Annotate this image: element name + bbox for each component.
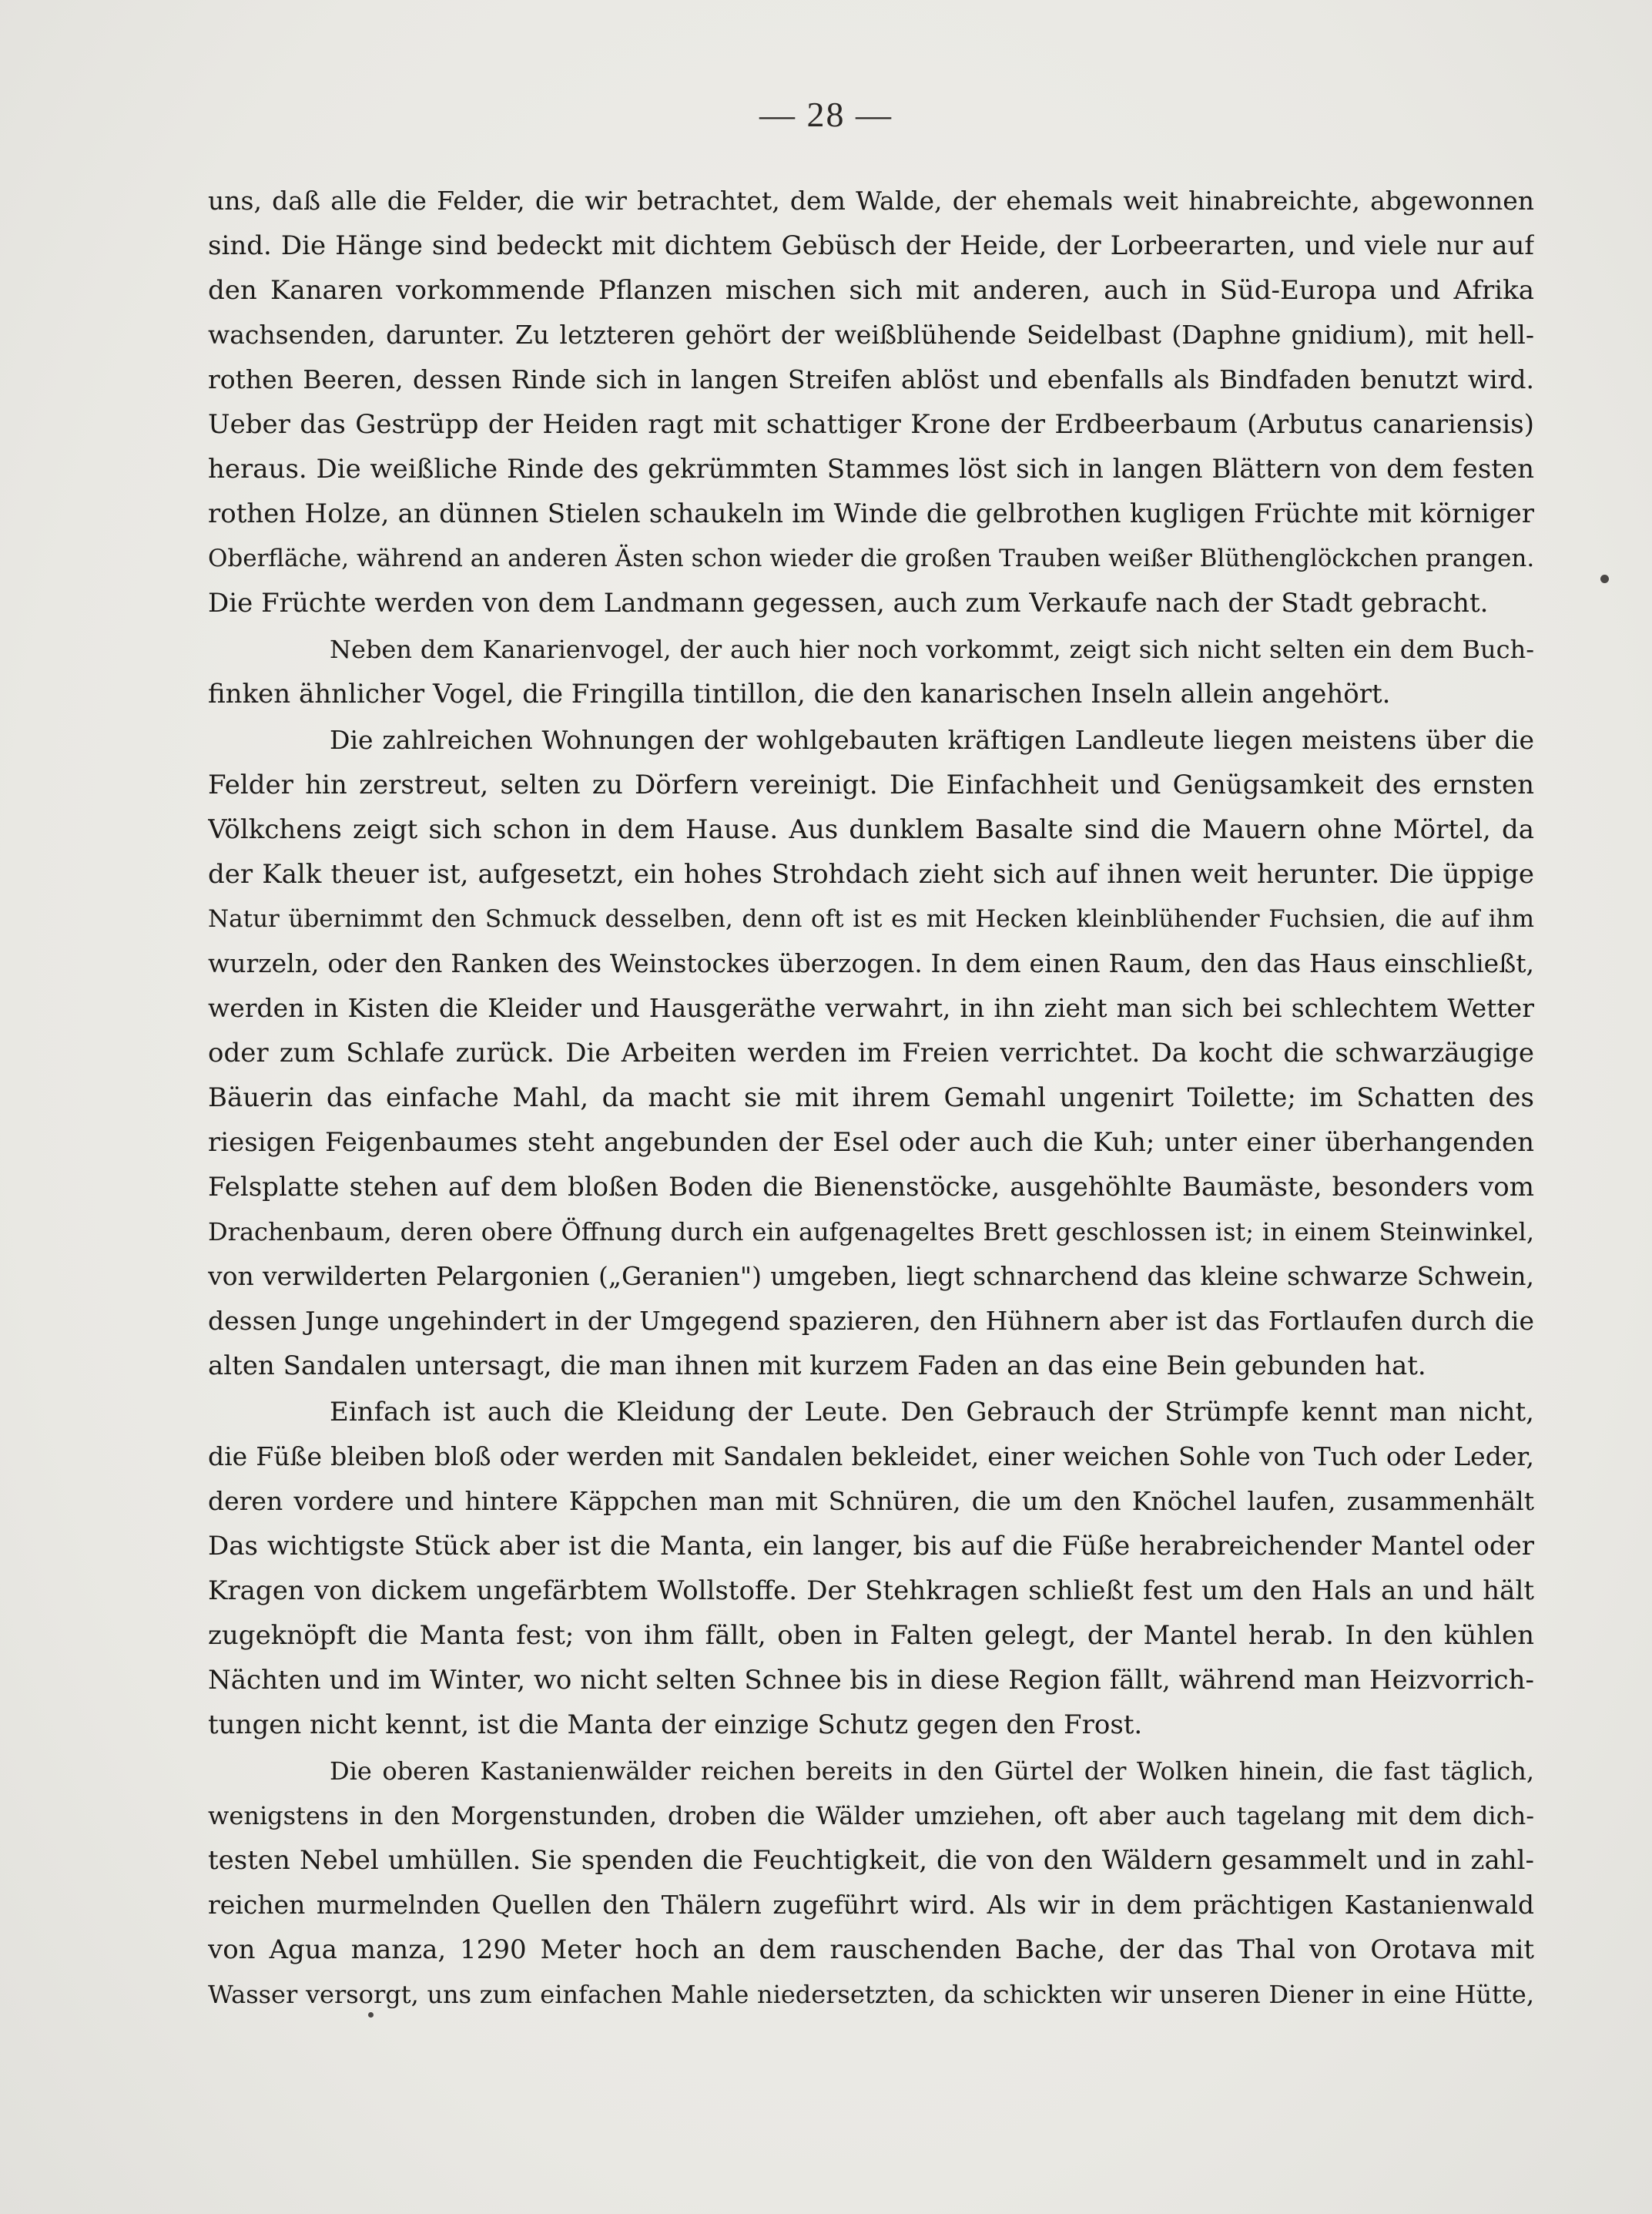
text-line: uns, daß alle die Felder, die wir betrachtet, dem Walde, der ehemals weit hinabreichte, abgewonnen — [208, 186, 1534, 216]
paragraph-4 — [208, 1390, 1534, 1747]
text-line: reichen murmelnden Quellen den Thälern zugeführt wird. Als wir in dem prächtigen Kastanienwald — [208, 1890, 1534, 1920]
text-line: dessen Junge ungehindert in der Umgegend spazieren, den Hühnern aber ist das Fortlaufen durch die — [208, 1306, 1534, 1336]
text-line: finken ähnlicher Vogel, die Fringilla tintillon, die den kanarischen Inseln allein angehört. — [208, 679, 1391, 709]
text-line: Die zahlreichen Wohnungen der wohlgebauten kräftigen Landleute liegen meistens über die — [330, 725, 1534, 755]
text-line: Nächten und im Winter, wo nicht selten Schnee bis in diese Region fällt, während man Heizvorrich- — [208, 1665, 1534, 1696]
text-line: Völkchens zeigt sich schon in dem Hause. Aus dunklem Basalte sind die Mauern ohne Mörtel, da — [208, 814, 1534, 845]
text-line: Kragen von dickem ungefärbtem Wollstoffe. Der Stehkragen schließt fest um den Hals an und hält — [208, 1575, 1534, 1606]
text-line: den Kanaren vorkommende Pflanzen mischen sich mit anderen, auch in Süd-Europa und Afrika — [208, 275, 1534, 306]
text-line: heraus. Die weißliche Rinde des gekrümmten Stammes löst sich in langen Blättern von dem festen — [208, 454, 1534, 485]
text-line: die Füße bleiben bloß oder werden mit Sandalen bekleidet, einer weichen Sohle von Tuch oder Leder, — [208, 1441, 1534, 1471]
paragraph-3 — [208, 718, 1534, 1388]
text-line: rothen Holze, an dünnen Stielen schaukeln im Winde die gelbrothen kugligen Früchte mit körniger — [208, 498, 1534, 529]
body-text — [208, 179, 1534, 2017]
paragraph-1 — [208, 179, 1534, 626]
text-line: testen Nebel umhüllen. Sie spenden die Feuchtigkeit, die von den Wäldern gesammelt und in zahl- — [208, 1845, 1534, 1876]
text-line: alten Sandalen untersagt, die man ihnen mit kurzem Faden an das eine Bein gebunden hat. — [208, 1350, 1426, 1381]
text-line: Ueber das Gestrüpp der Heiden ragt mit schattiger Krone der Erdbeerbaum (Arbutus canariensis) — [208, 409, 1534, 440]
text-line: von Agua manza, 1290 Meter hoch an dem rauschenden Bache, der das Thal von Orotava mit — [208, 1934, 1534, 1965]
text-line: Die Früchte werden von dem Landmann gegessen, auch zum Verkaufe nach der Stadt gebracht. — [208, 588, 1489, 619]
text-line: der Kalk theuer ist, aufgesetzt, ein hohes Strohdach zieht sich auf ihnen weit herunter. Die üppige — [208, 859, 1534, 890]
text-line: deren vordere und hintere Käppchen man mit Schnüren, die um den Knöchel laufen, zusammenhält — [208, 1486, 1534, 1516]
page-number: — 28 — — [759, 95, 893, 134]
text-line: Neben dem Kanarienvogel, der auch hier noch vorkommt, zeigt sich nicht selten ein dem Buch- — [330, 635, 1534, 664]
text-line: Felder hin zerstreut, selten zu Dörfern vereinigt. Die Einfachheit und Genügsamkeit des ernsten — [208, 770, 1534, 800]
text-line: zugeknöpft die Manta fest; von ihm fällt, oben in Falten gelegt, der Mantel herab. In den kühlen — [208, 1620, 1534, 1651]
text-line: wachsenden, darunter. Zu letzteren gehört der weißblühende Seidelbast (Daphne gnidium), mit hell- — [208, 320, 1534, 350]
text-line: sind. Die Hänge sind bedeckt mit dichtem Gebüsch der Heide, der Lorbeerarten, und viele nur auf — [208, 230, 1534, 261]
text-line: werden in Kisten die Kleider und Hausgeräthe verwahrt, in ihn zieht man sich bei schlechtem Wetter — [208, 993, 1534, 1023]
text-line: Natur übernimmt den Schmuck desselben, denn oft ist es mit Hecken kleinblühender Fuchsien, die auf ihm — [208, 905, 1534, 933]
text-line: Die oberen Kastanienwälder reichen bereits in den Gürtel der Wolken hinein, die fast täglich, — [330, 1756, 1534, 1786]
text-line: Einfach ist auch die Kleidung der Leute. Den Gebrauch der Strümpfe kennt man nicht, — [330, 1397, 1534, 1427]
text-line: Oberfläche, während an anderen Ästen schon wieder die großen Trauben weißer Blüthenglöckchen prangen. — [208, 545, 1534, 572]
text-line: Bäuerin das einfache Mahl, da macht sie mit ihrem Gemahl ungenirt Toilette; im Schatten des — [208, 1082, 1534, 1113]
text-line: Wasser versorgt, uns zum einfachen Mahle niedersetzten, da schickten wir unseren Diener in eine Hütte, — [208, 1980, 1534, 2009]
text-line: Felsplatte stehen auf dem bloßen Boden die Bienenstöcke, ausgehöhlte Baumäste, besonders vom — [208, 1172, 1534, 1203]
paragraph-5 — [208, 1749, 1534, 2017]
text-line: Das wichtigste Stück aber ist die Manta, ein langer, bis auf die Füße herabreichender Mantel oder — [208, 1531, 1534, 1562]
text-line: oder zum Schlafe zurück. Die Arbeiten werden im Freien verrichtet. Da kocht die schwarzäugige — [208, 1038, 1534, 1068]
text-line: rothen Beeren, dessen Rinde sich in langen Streifen ablöst und ebenfalls als Bindfaden benutzt wird. — [208, 364, 1534, 394]
paragraph-2 — [208, 627, 1534, 716]
text-line: wurzeln, oder den Ranken des Weinstockes überzogen. In dem einen Raum, den das Haus einschließt, — [208, 948, 1534, 978]
text-line: Drachenbaum, deren obere Öffnung durch ein aufgenageltes Brett geschlossen ist; in einem Steinwinkel, — [208, 1217, 1534, 1246]
scan-speck — [368, 2012, 374, 2018]
text-line: wenigstens in den Morgenstunden, droben die Wälder umziehen, oft aber auch tagelang mit dem dich- — [208, 1801, 1534, 1830]
text-line: tungen nicht kennt, ist die Manta der einzige Schutz gegen den Frost. — [208, 1709, 1143, 1740]
text-line: von verwilderten Pelargonien („Geranien") umgeben, liegt schnarchend das kleine schwarze Schwein, — [208, 1261, 1534, 1291]
scan-speck — [1600, 575, 1609, 583]
text-line: riesigen Feigenbaumes steht angebunden der Esel oder auch die Kuh; unter einer überhangenden — [208, 1127, 1534, 1158]
